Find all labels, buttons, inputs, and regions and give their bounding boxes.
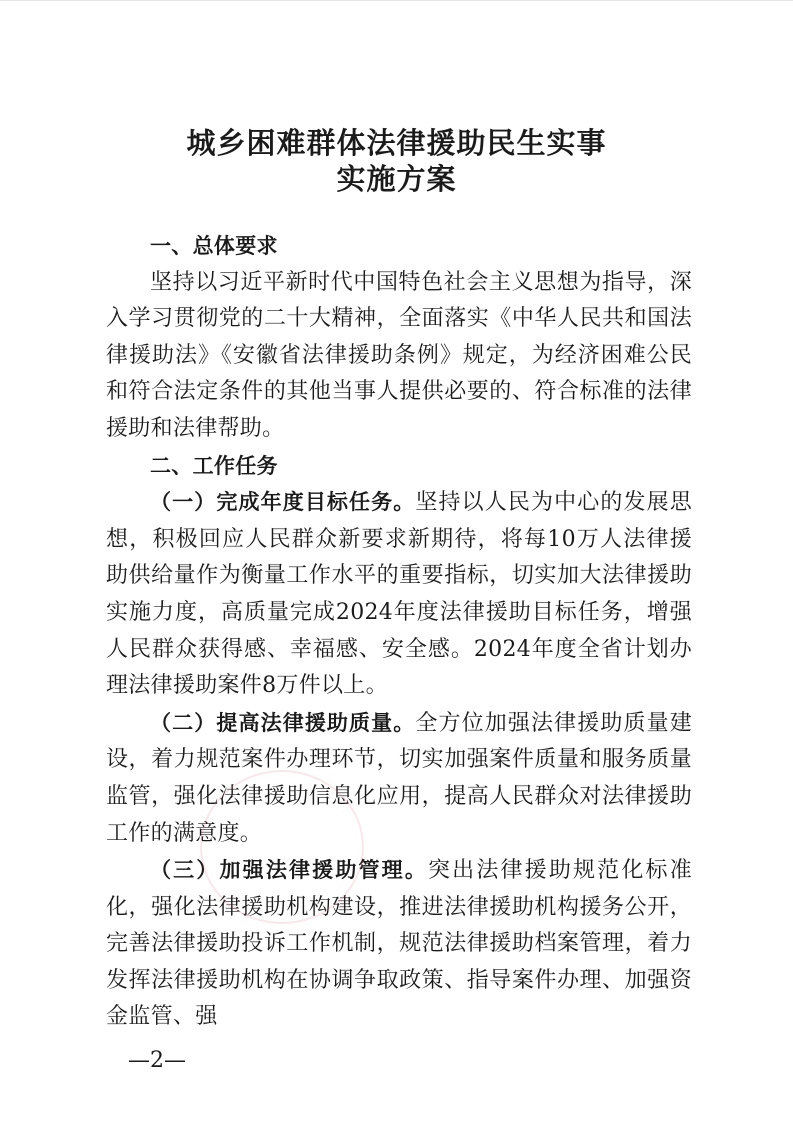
paragraph-text: 坚持以习近平新时代中国特色社会主义思想为指导，深入学习贯彻党的二十大精神，全面落实《中华人民共和国法律援助法》《安徽省法律援助条例》规定，为经济困难公民和符合法定条件的其他当事人提供必要的、符合标准的法律援助和法律帮助。 (106, 269, 692, 441)
paragraph-task-3 (106, 852, 692, 1036)
scan-edge (0, 0, 793, 1)
paragraph-lead: （二）提高法律援助质量。 (150, 710, 416, 735)
document-body (106, 228, 692, 1036)
paragraph-lead: （一）完成年度目标任务。 (150, 490, 416, 515)
section-heading-tasks: 二、工作任务 (150, 453, 278, 478)
paragraph-lead: （三）加强法律援助管理。 (150, 858, 429, 883)
paragraph-text: 坚持以人民为中心的发展思想，积极回应人民群众新要求新期待，将每10万人法律援助供给量作为衡量工作水平的重要指标，切实加大法律援助实施力度，高质量完成2024年度法律援助目标任务，增强人民群众获得感、幸福感、安全感。2024年度全省计划办理法律援助案件8万件以上。 (106, 490, 692, 699)
page-number: —2— (128, 1048, 186, 1073)
document-title-line-2: 实施方案 (336, 162, 457, 196)
paragraph-text: 突出法律援助规范化标准化，强化法律援助机构建设，推进法律援助机构援务公开，完善法律援助投诉工作机制，规范法律援助档案管理，着力发挥法律援助机构在协调争取政策、指导案件办理、加强资金监管、强 (106, 858, 692, 1030)
faint-seal-mark (200, 770, 364, 924)
paragraph-task-2 (106, 705, 692, 852)
paragraph-task-1 (106, 484, 692, 705)
paragraph-text: 全方位加强法律援助质量建设，着力规范案件办理环节，切实加强案件质量和服务质量监管，强化法律援助信息化应用，提高人民群众对法律援助工作的满意度。 (106, 710, 692, 846)
section-heading-general: 一、总体要求 (150, 234, 278, 258)
document-title-line-1: 城乡困难群体法律援助民生实事 (186, 126, 607, 160)
paragraph-general (106, 265, 692, 448)
